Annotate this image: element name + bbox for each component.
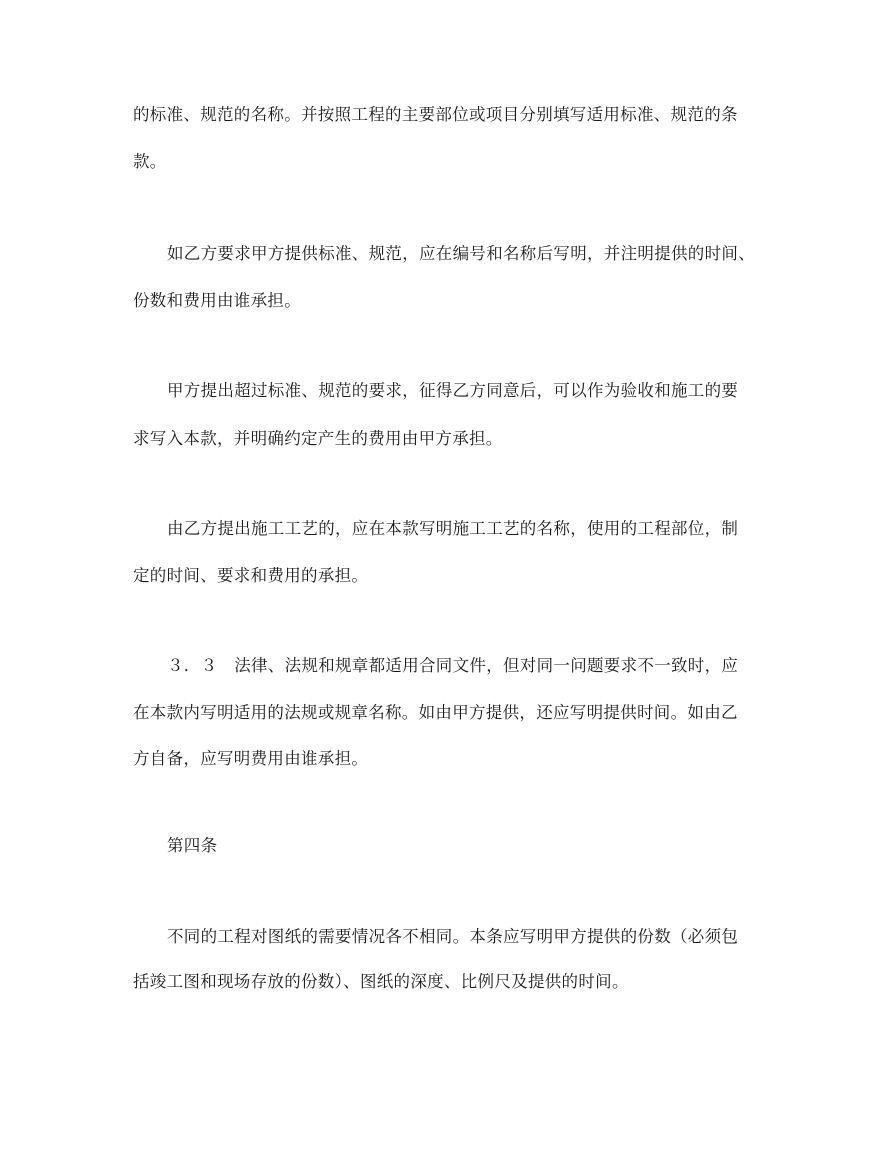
paragraph-line: 由乙方提出施工工艺的，应在本款写明施工工艺的名称，使用的工程部位，制 [167, 519, 739, 538]
paragraph-line: 括竣工图和现场存放的份数）、图纸的深度、比例尺及提供的时间。 [133, 972, 629, 991]
paragraph-line: ３．３ 法律、法规和规章都适用合同文件，但对同一问题要求不一致时，应 [167, 656, 739, 675]
section-heading: 第四条 [167, 836, 218, 855]
paragraph-line: 的标准、规范的名称。并按照工程的主要部位或项目分别填写适用标准、规范的条 [133, 105, 738, 124]
paragraph-line: 求写入本款，并明确约定产生的费用由甲方承担。 [133, 429, 503, 448]
paragraph-line: 方自备，应写明费用由谁承担。 [133, 749, 369, 768]
paragraph-line: 份数和费用由谁承担。 [133, 291, 301, 310]
paragraph-line: 在本款内写明适用的法规或规章名称。如由甲方提供，还应写明提供时间。如由乙 [133, 703, 738, 722]
paragraph-line: 款。 [133, 152, 167, 171]
paragraph-line: 定的时间、要求和费用的承担。 [133, 566, 369, 585]
paragraph-line: 如乙方要求甲方提供标准、规范，应在编号和名称后写明，并注明提供的时间、 [167, 244, 755, 263]
paragraph-line: 不同的工程对图纸的需要情况各不相同。本条应写明甲方提供的份数（必须包 [167, 927, 739, 946]
paragraph-line: 甲方提出超过标准、规范的要求，征得乙方同意后，可以作为验收和施工的要 [167, 381, 739, 400]
